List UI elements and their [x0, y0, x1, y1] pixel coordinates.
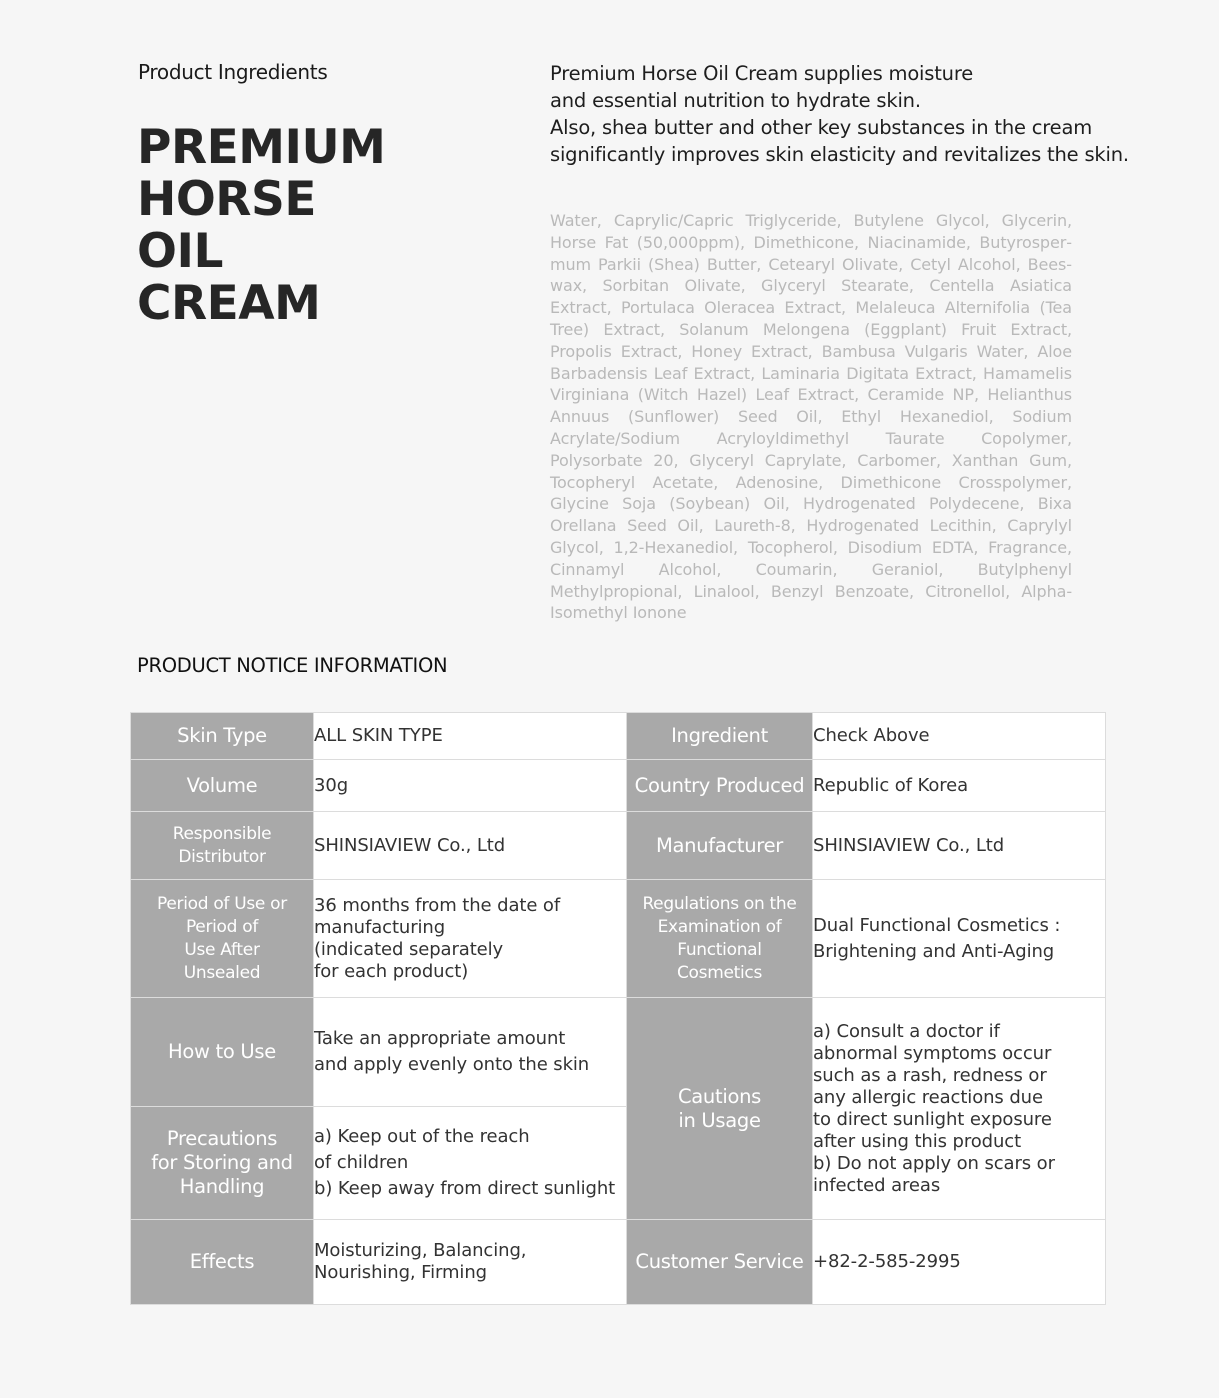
notice-heading: PRODUCT NOTICE INFORMATION: [137, 654, 448, 677]
label-volume: [131, 760, 314, 812]
value-precautions: [314, 1107, 627, 1220]
table-row: [131, 812, 1106, 880]
label-how-to-use: [131, 998, 314, 1107]
label-effects: [131, 1220, 314, 1305]
product-title-line: OIL: [137, 224, 223, 279]
value-regulations: [813, 880, 1106, 998]
label-responsible-distributor: [131, 812, 314, 880]
table-row: [131, 713, 1106, 760]
value-country-produced: [813, 760, 1106, 812]
value-effects: [314, 1220, 627, 1305]
value-cautions-in-usage-line: any allergic reactions due: [813, 1086, 1043, 1108]
label-regulations-line: Regulations on the: [642, 893, 797, 914]
value-responsible-distributor-line: SHINSIAVIEW Co., Ltd: [314, 834, 506, 856]
section-label-product-ingredients: Product Ingredients: [138, 60, 328, 84]
value-cautions-in-usage-line: infected areas: [813, 1174, 941, 1196]
value-effects-line: Nourishing, Firming: [314, 1262, 487, 1283]
table-row: [131, 760, 1106, 812]
label-country-produced: [627, 760, 813, 812]
label-precautions-line: Precautions: [166, 1127, 278, 1150]
value-regulations-line: Dual Functional Cosmetics :: [813, 914, 1061, 936]
value-period-of-use-line: manufacturing: [314, 916, 446, 938]
value-customer-service: [813, 1220, 1106, 1305]
label-period-of-use-line: Use After: [184, 939, 260, 960]
label-customer-service-line: Customer Service: [635, 1250, 804, 1273]
label-responsible-distributor-line: Responsible: [172, 823, 272, 844]
value-cautions-in-usage-line: after using this product: [813, 1130, 1022, 1152]
label-cautions-in-usage-line: in Usage: [678, 1108, 761, 1132]
label-customer-service: [627, 1220, 813, 1305]
value-country-produced-line: Republic of Korea: [813, 774, 969, 796]
label-how-to-use-line: How to Use: [168, 1040, 276, 1063]
label-skin-type-line: Skin Type: [177, 724, 267, 747]
label-precautions: [131, 1107, 314, 1220]
label-ingredient: [627, 713, 813, 760]
label-regulations: [627, 880, 813, 998]
product-title-line: PREMIUM: [137, 120, 386, 175]
product-title-line: HORSE: [137, 172, 316, 227]
label-country-produced-line: Country Produced: [634, 773, 805, 797]
label-regulations-line: Functional: [677, 939, 762, 960]
label-manufacturer: [627, 812, 813, 880]
value-how-to-use-line: and apply evenly onto the skin: [314, 1054, 590, 1075]
label-period-of-use-line: Period of Use or: [157, 893, 287, 914]
value-cautions-in-usage-line: b) Do not apply on scars or: [813, 1152, 1055, 1174]
value-skin-type: [314, 713, 627, 760]
label-skin-type: [131, 713, 314, 760]
label-ingredient-line: Ingredient: [671, 724, 768, 747]
label-effects-line: Effects: [189, 1250, 255, 1273]
value-skin-type-line: ALL SKIN TYPE: [314, 725, 443, 746]
value-manufacturer-line: SHINSIAVIEW Co., Ltd: [813, 834, 1005, 856]
product-title-line: CREAM: [137, 276, 321, 331]
value-precautions-line: of children: [314, 1152, 409, 1173]
value-ingredient-line: Check Above: [813, 725, 930, 746]
product-title: [137, 122, 385, 330]
value-volume: [314, 760, 627, 812]
value-customer-service-line: +82-2-585-2995: [813, 1251, 961, 1272]
label-regulations-line: Examination of: [657, 916, 782, 937]
value-effects-line: Moisturizing, Balancing,: [314, 1240, 527, 1261]
label-period-of-use-line: Unsealed: [183, 962, 261, 983]
value-cautions-in-usage-line: a) Consult a doctor if: [813, 1020, 1000, 1042]
label-precautions-line: for Storing and: [151, 1151, 293, 1174]
value-ingredient: [813, 713, 1106, 760]
product-notice-table: [130, 712, 1106, 1305]
value-period-of-use-line: for each product): [314, 960, 469, 982]
value-precautions-line: b) Keep away from direct sunlight: [314, 1178, 616, 1199]
label-period-of-use-line: Period of: [185, 916, 259, 937]
table-row: [131, 1220, 1106, 1305]
table-row: [131, 880, 1106, 998]
value-period-of-use-line: 36 months from the date of: [314, 894, 561, 916]
label-manufacturer-line: Manufacturer: [655, 833, 784, 857]
value-how-to-use-line: Take an appropriate amount: [314, 1028, 566, 1049]
label-precautions-line: Handling: [179, 1175, 265, 1198]
value-period-of-use: [314, 880, 627, 998]
description-line: and essential nutrition to hydrate skin.: [550, 89, 921, 112]
description-line: significantly improves skin elasticity and revitalizes the skin.: [550, 143, 1129, 166]
label-responsible-distributor-line: Distributor: [178, 846, 266, 867]
value-precautions-line: a) Keep out of the reach: [314, 1126, 530, 1147]
description-line: Premium Horse Oil Cream supplies moisture: [550, 62, 974, 85]
label-period-of-use: [131, 880, 314, 998]
value-cautions-in-usage: [813, 998, 1106, 1220]
label-regulations-line: Cosmetics: [676, 962, 763, 983]
value-volume-line: 30g: [314, 774, 349, 796]
label-cautions-in-usage-line: Cautions: [677, 1084, 762, 1108]
value-cautions-in-usage-line: such as a rash, redness or: [813, 1064, 1047, 1086]
value-manufacturer: [813, 812, 1106, 880]
ingredients-list: Water, Caprylic/Capric Triglyceride, Butylene Glycol, Glycerin, Horse Fat (50,000ppm), Dimethicone, Niacinamide, Butyrospermum Parkii (Shea) Butter, Cetearyl Olivate, Cetyl Alcohol, Beeswax, Sorbitan Olivate, Glyceryl Stearate, Centella Asiatica Extract, Portulaca Oleracea Extract, Melaleuca Alternifolia (Tea Tree) Extract, Solanum Melongena (Eggplant) Fruit Extract, Propolis Extract, Honey Extract, Bambusa Vulgaris Water, Aloe Barbadensis Leaf Extract, Laminaria Digitata Extract, Hamamelis Virginiana (Witch Hazel) Leaf Extract, Ceramide NP, Helianthus Annuus (Sunflower) Seed Oil, Ethyl Hexanediol, Sodium Acrylate/Sodium Acryloyldimethyl Taurate Copolymer, Polysorbate 20, Glyceryl Caprylate, Carbomer, Xanthan Gum, Tocopheryl Acetate, Adenosine, Dimethicone Crosspolymer, Glycine Soja (Soybean) Oil, Hydrogenated Polydecene, Bixa Orellana Seed Oil, Laureth-8, Hydrogenated Lecithin, Caprylyl Glycol, 1,2-Hexanediol, Tocopherol, Disodium EDTA, Fragrance, Cinnamyl Alcohol, Coumarin, Geraniol, Butylphenyl Methylpropional, Linalool, Benzyl Benzoate, Citronellol, Alpha-Isomethyl Ionone: [550, 211, 1072, 623]
label-volume-line: Volume: [186, 773, 258, 797]
description-line: Also, shea butter and other key substances in the cream: [550, 116, 1093, 139]
value-responsible-distributor: [314, 812, 627, 880]
label-cautions-in-usage: [627, 998, 813, 1220]
value-period-of-use-line: (indicated separately: [314, 938, 504, 960]
value-how-to-use: [314, 998, 627, 1107]
value-cautions-in-usage-line: abnormal symptoms occur: [813, 1042, 1052, 1064]
value-regulations-line: Brightening and Anti-Aging: [813, 940, 1055, 962]
product-description: [550, 60, 1170, 168]
table-row: [131, 998, 1106, 1107]
value-cautions-in-usage-line: to direct sunlight exposure: [813, 1108, 1052, 1130]
